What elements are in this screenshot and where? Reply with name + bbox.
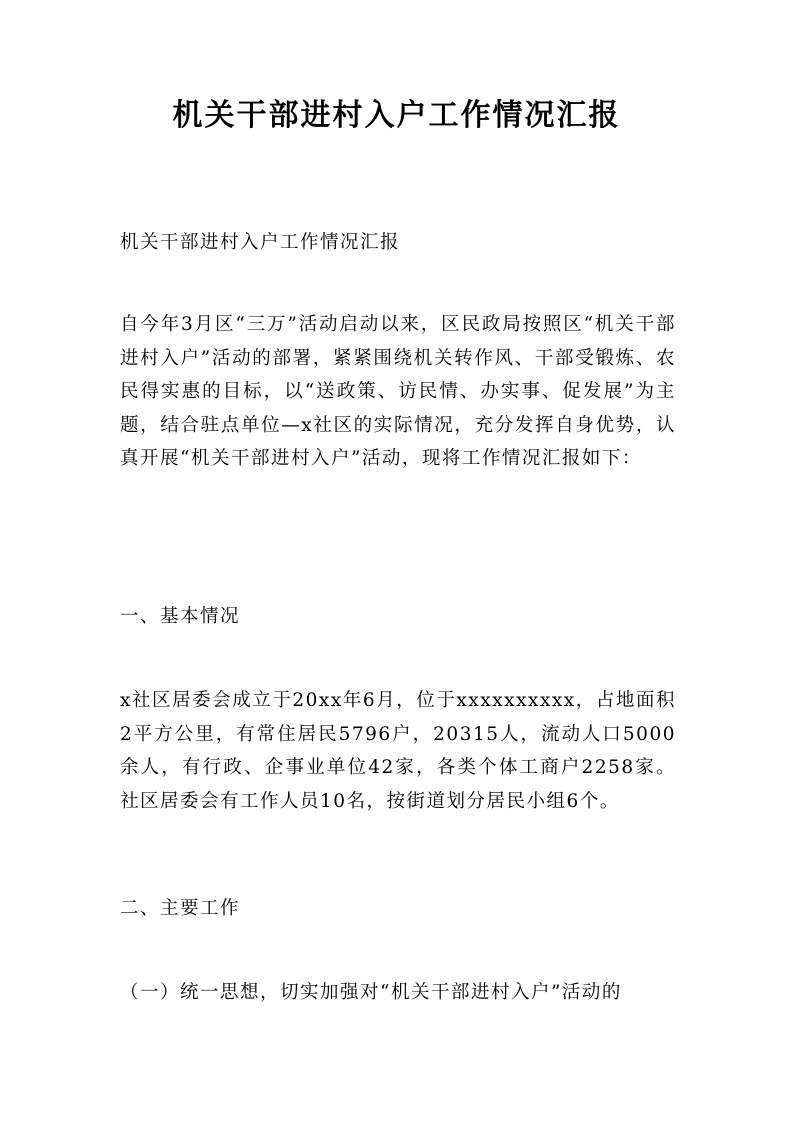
intro-paragraph: 自今年3月区“三万”活动启动以来，区民政局按照区“机关干部进村入户”活动的部署，紧紧围绕机关转作风、干部受锻炼、农民得实惠的目标，以“送政策、访民情、办实事、促发展”为主题，结合驻点单位—x社区的实际情况，充分发挥自身优势，认真开展“机关干部进村入户”活动，现将工作情况汇报如下： [120, 314, 676, 469]
section-heading-main-work: 二、主要工作 [120, 898, 241, 919]
subsection-heading-1: （一）统一思想，切实加强对“机关干部进村入户”活动的 [120, 982, 622, 1003]
document-subtitle: 机关干部进村入户工作情况汇报 [120, 232, 401, 253]
basic-situation-paragraph: x社区居委会成立于20xx年6月，位于xxxxxxxxxx，占地面积2平方公里，有常住居民5796户，20315人，流动人口5000余人，有行政、企事业单位42家，各类个体工商户2258家。社区居委会有工作人员10名，按街道划分居民小组6个。 [120, 690, 676, 812]
section-heading-basic: 一、基本情况 [120, 606, 241, 627]
document-title: 机关干部进村入户工作情况汇报 [172, 98, 621, 133]
